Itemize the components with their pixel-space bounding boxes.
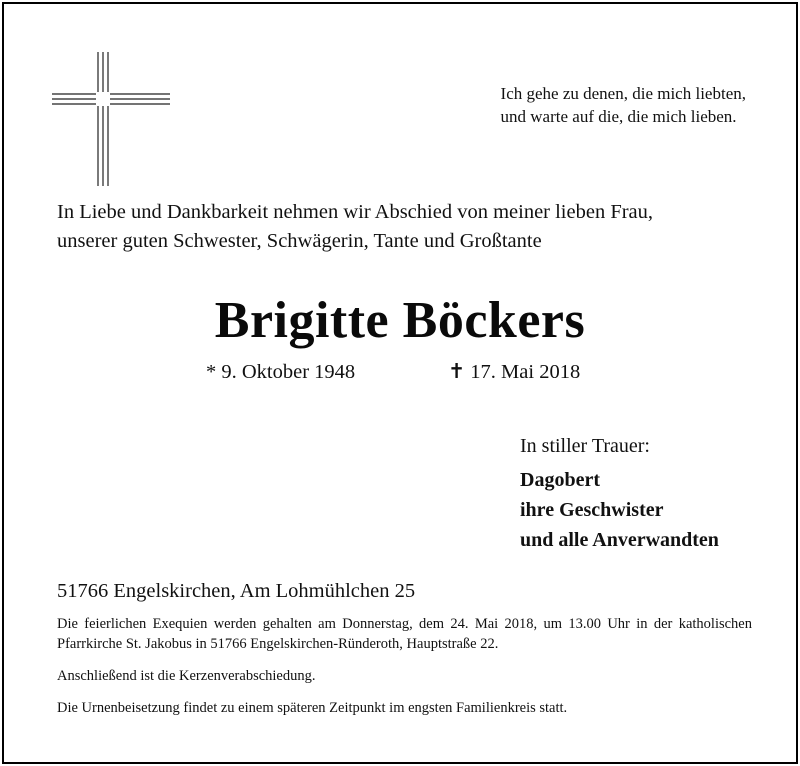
death-date: ✝ 17. Mai 2018 xyxy=(448,361,581,383)
urn-burial-paragraph: Die Urnenbeisetzung findet zu einem späteren Zeitpunkt im engsten Familienkreis statt. xyxy=(57,700,568,716)
mourners-heading: In stiller Trauer: xyxy=(520,435,650,457)
mourner-name: ihre Geschwister xyxy=(520,499,664,521)
motto-line-2: und warte auf die, die mich lieben. xyxy=(500,107,737,126)
mourner-name: Dagobert xyxy=(520,469,600,491)
intro-text xyxy=(57,198,653,256)
mourner-name: und alle Anverwandten xyxy=(520,529,719,551)
birth-date: * 9. Oktober 1948 xyxy=(206,361,356,383)
candle-farewell-paragraph: Anschließend ist die Kerzenverabschiedung. xyxy=(57,668,316,684)
deceased-name: Brigitte Böckers xyxy=(214,292,586,349)
mourners-list xyxy=(520,465,719,555)
mourners-block xyxy=(520,431,719,555)
funeral-details xyxy=(57,614,752,730)
intro-line-1: In Liebe und Dankbarkeit nehmen wir Abschied von meiner lieben Frau, xyxy=(57,201,654,223)
motto-line-1: Ich gehe zu denen, die mich liebten, xyxy=(500,84,746,103)
cross-icon xyxy=(52,52,170,186)
family-address: 51766 Engelskirchen, Am Lohmühlchen 25 xyxy=(57,580,416,602)
exequien-paragraph: Die feierlichen Exequien werden gehalten am Donnerstag, dem 24. Mai 2018, um 13.00 Uhr in der katholischen Pfarrkirche St. Jakobus in 51766 Engelskirchen-Ründeroth, Hauptstraße 22. xyxy=(57,616,752,652)
motto-quote xyxy=(501,82,746,128)
intro-line-2: unserer guten Schwester, Schwägerin, Tante und Großtante xyxy=(57,230,542,252)
